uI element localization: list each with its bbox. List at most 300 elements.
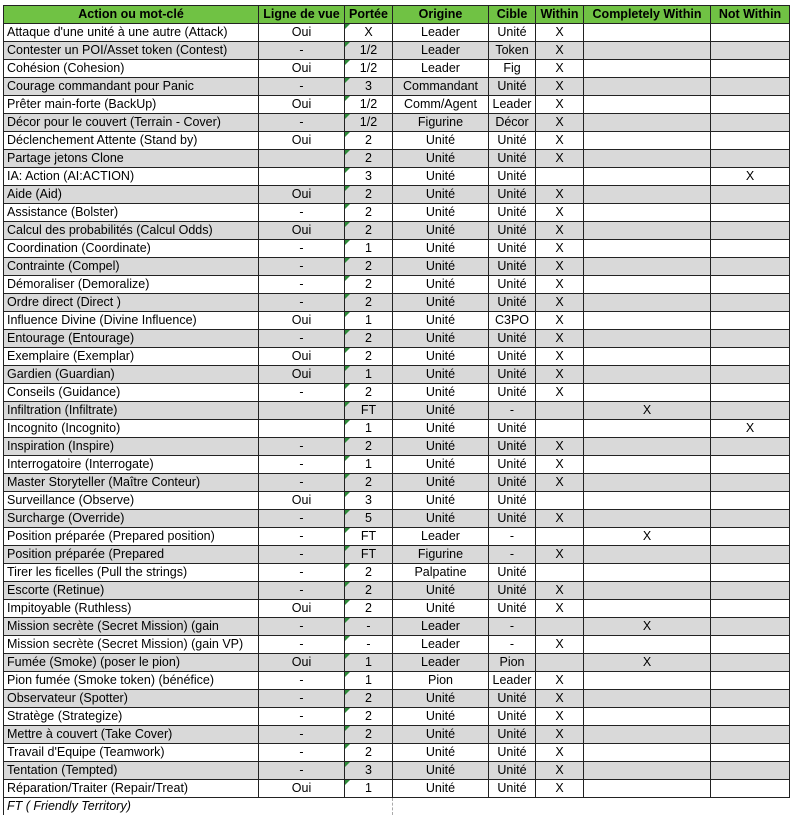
- cell-within[interactable]: X: [536, 312, 584, 330]
- cell-origin[interactable]: Unité: [393, 690, 489, 708]
- cell-within[interactable]: X: [536, 330, 584, 348]
- cell-line-of-sight[interactable]: Oui: [259, 24, 345, 42]
- cell-line-of-sight[interactable]: -: [259, 438, 345, 456]
- cell-action[interactable]: Incognito (Incognito): [4, 420, 259, 438]
- cell-target[interactable]: Unité: [489, 24, 536, 42]
- cell-action[interactable]: Pion fumée (Smoke token) (bénéfice): [4, 672, 259, 690]
- cell-within[interactable]: X: [536, 132, 584, 150]
- cell-target[interactable]: -: [489, 528, 536, 546]
- cell-target[interactable]: -: [489, 546, 536, 564]
- cell-action[interactable]: Exemplaire (Exemplar): [4, 348, 259, 366]
- cell-range[interactable]: [345, 726, 393, 744]
- cell-not-within[interactable]: [711, 330, 790, 348]
- cell-completely-within[interactable]: [584, 438, 711, 456]
- cell-action[interactable]: Inspiration (Inspire): [4, 438, 259, 456]
- cell-origin[interactable]: Commandant: [393, 78, 489, 96]
- cell-action[interactable]: Stratège (Strategize): [4, 708, 259, 726]
- cell-completely-within[interactable]: X: [584, 654, 711, 672]
- cell-within[interactable]: X: [536, 96, 584, 114]
- cell-line-of-sight[interactable]: -: [259, 384, 345, 402]
- cell-line-of-sight[interactable]: [259, 150, 345, 168]
- cell-range[interactable]: [345, 312, 393, 330]
- cell-within[interactable]: [536, 402, 584, 420]
- cell-within[interactable]: [536, 492, 584, 510]
- cell-within[interactable]: X: [536, 186, 584, 204]
- cell-range[interactable]: [345, 240, 393, 258]
- cell-action[interactable]: Observateur (Spotter): [4, 690, 259, 708]
- cell-target[interactable]: -: [489, 618, 536, 636]
- cell-range[interactable]: [345, 654, 393, 672]
- cell-origin[interactable]: Unité: [393, 474, 489, 492]
- cell-target[interactable]: Unité: [489, 780, 536, 798]
- cell-target[interactable]: Unité: [489, 762, 536, 780]
- cell-range[interactable]: [345, 582, 393, 600]
- cell-target[interactable]: Unité: [489, 438, 536, 456]
- cell-action[interactable]: Mission secrète (Secret Mission) (gain VP): [4, 636, 259, 654]
- cell-not-within[interactable]: [711, 312, 790, 330]
- cell-not-within[interactable]: [711, 582, 790, 600]
- cell-range[interactable]: [345, 204, 393, 222]
- cell-completely-within[interactable]: [584, 564, 711, 582]
- cell-not-within[interactable]: [711, 708, 790, 726]
- cell-origin[interactable]: Leader: [393, 528, 489, 546]
- cell-origin[interactable]: Unité: [393, 762, 489, 780]
- cell-range[interactable]: [345, 438, 393, 456]
- cell-completely-within[interactable]: [584, 96, 711, 114]
- cell-completely-within[interactable]: X: [584, 528, 711, 546]
- cell-origin[interactable]: Figurine: [393, 546, 489, 564]
- cell-target[interactable]: Unité: [489, 744, 536, 762]
- cell-target[interactable]: Unité: [489, 726, 536, 744]
- cell-origin[interactable]: Unité: [393, 456, 489, 474]
- cell-line-of-sight[interactable]: [259, 168, 345, 186]
- cell-within[interactable]: X: [536, 546, 584, 564]
- cell-completely-within[interactable]: [584, 186, 711, 204]
- cell-target[interactable]: Unité: [489, 564, 536, 582]
- cell-action[interactable]: Démoraliser (Demoralize): [4, 276, 259, 294]
- cell-range[interactable]: [345, 384, 393, 402]
- cell-range[interactable]: [345, 528, 393, 546]
- cell-not-within[interactable]: X: [711, 168, 790, 186]
- cell-target[interactable]: Unité: [489, 366, 536, 384]
- cell-completely-within[interactable]: [584, 492, 711, 510]
- cell-within[interactable]: [536, 168, 584, 186]
- cell-origin[interactable]: Unité: [393, 222, 489, 240]
- cell-origin[interactable]: Leader: [393, 618, 489, 636]
- cell-target[interactable]: Décor: [489, 114, 536, 132]
- cell-not-within[interactable]: [711, 672, 790, 690]
- cell-action[interactable]: Position préparée (Prepared position): [4, 528, 259, 546]
- cell-target[interactable]: Unité: [489, 78, 536, 96]
- cell-target[interactable]: Unité: [489, 384, 536, 402]
- cell-within[interactable]: X: [536, 384, 584, 402]
- cell-origin[interactable]: Unité: [393, 366, 489, 384]
- cell-range[interactable]: [345, 42, 393, 60]
- cell-origin[interactable]: Comm/Agent: [393, 96, 489, 114]
- cell-line-of-sight[interactable]: Oui: [259, 492, 345, 510]
- cell-origin[interactable]: Unité: [393, 330, 489, 348]
- cell-action[interactable]: Travail d'Equipe (Teamwork): [4, 744, 259, 762]
- cell-target[interactable]: Leader: [489, 672, 536, 690]
- cell-range[interactable]: [345, 564, 393, 582]
- cell-origin[interactable]: Palpatine: [393, 564, 489, 582]
- cell-target[interactable]: -: [489, 636, 536, 654]
- cell-within[interactable]: [536, 564, 584, 582]
- cell-target[interactable]: C3PO: [489, 312, 536, 330]
- cell-completely-within[interactable]: [584, 258, 711, 276]
- cell-within[interactable]: [536, 618, 584, 636]
- cell-line-of-sight[interactable]: -: [259, 456, 345, 474]
- cell-range[interactable]: [345, 60, 393, 78]
- cell-target[interactable]: Unité: [489, 348, 536, 366]
- cell-line-of-sight[interactable]: -: [259, 294, 345, 312]
- cell-action[interactable]: Infiltration (Infiltrate): [4, 402, 259, 420]
- cell-range[interactable]: [345, 546, 393, 564]
- cell-completely-within[interactable]: [584, 672, 711, 690]
- cell-action[interactable]: Surcharge (Override): [4, 510, 259, 528]
- cell-range[interactable]: [345, 348, 393, 366]
- cell-within[interactable]: X: [536, 114, 584, 132]
- cell-origin[interactable]: Unité: [393, 150, 489, 168]
- cell-action[interactable]: Prêter main-forte (BackUp): [4, 96, 259, 114]
- cell-line-of-sight[interactable]: -: [259, 510, 345, 528]
- cell-target[interactable]: Unité: [489, 222, 536, 240]
- cell-range[interactable]: [345, 96, 393, 114]
- cell-within[interactable]: X: [536, 150, 584, 168]
- cell-not-within[interactable]: [711, 78, 790, 96]
- cell-origin[interactable]: Unité: [393, 384, 489, 402]
- cell-range[interactable]: [345, 780, 393, 798]
- cell-not-within[interactable]: [711, 690, 790, 708]
- cell-target[interactable]: Unité: [489, 186, 536, 204]
- cell-target[interactable]: Unité: [489, 474, 536, 492]
- cell-action[interactable]: Calcul des probabilités (Calcul Odds): [4, 222, 259, 240]
- cell-action[interactable]: Réparation/Traiter (Repair/Treat): [4, 780, 259, 798]
- cell-origin[interactable]: Unité: [393, 312, 489, 330]
- cell-not-within[interactable]: [711, 114, 790, 132]
- cell-not-within[interactable]: [711, 726, 790, 744]
- cell-origin[interactable]: Unité: [393, 402, 489, 420]
- cell-action[interactable]: Attaque d'une unité à une autre (Attack): [4, 24, 259, 42]
- cell-range[interactable]: [345, 762, 393, 780]
- cell-action[interactable]: Ordre direct (Direct ): [4, 294, 259, 312]
- cell-within[interactable]: X: [536, 204, 584, 222]
- cell-within[interactable]: X: [536, 762, 584, 780]
- cell-line-of-sight[interactable]: Oui: [259, 348, 345, 366]
- cell-range[interactable]: [345, 708, 393, 726]
- cell-target[interactable]: -: [489, 402, 536, 420]
- cell-not-within[interactable]: [711, 510, 790, 528]
- cell-range[interactable]: [345, 132, 393, 150]
- cell-not-within[interactable]: [711, 636, 790, 654]
- cell-not-within[interactable]: [711, 348, 790, 366]
- cell-range[interactable]: [345, 744, 393, 762]
- cell-not-within[interactable]: [711, 294, 790, 312]
- cell-range[interactable]: [345, 168, 393, 186]
- cell-not-within[interactable]: [711, 204, 790, 222]
- cell-within[interactable]: X: [536, 726, 584, 744]
- cell-completely-within[interactable]: [584, 132, 711, 150]
- cell-completely-within[interactable]: [584, 60, 711, 78]
- cell-line-of-sight[interactable]: -: [259, 618, 345, 636]
- cell-line-of-sight[interactable]: -: [259, 528, 345, 546]
- cell-completely-within[interactable]: [584, 762, 711, 780]
- cell-line-of-sight[interactable]: -: [259, 726, 345, 744]
- cell-line-of-sight[interactable]: -: [259, 330, 345, 348]
- cell-action[interactable]: Interrogatoire (Interrogate): [4, 456, 259, 474]
- cell-origin[interactable]: Unité: [393, 420, 489, 438]
- cell-range[interactable]: [345, 456, 393, 474]
- cell-line-of-sight[interactable]: Oui: [259, 96, 345, 114]
- cell-completely-within[interactable]: [584, 456, 711, 474]
- cell-not-within[interactable]: [711, 132, 790, 150]
- cell-within[interactable]: X: [536, 258, 584, 276]
- cell-completely-within[interactable]: [584, 690, 711, 708]
- cell-line-of-sight[interactable]: -: [259, 42, 345, 60]
- cell-origin[interactable]: Unité: [393, 168, 489, 186]
- cell-not-within[interactable]: [711, 546, 790, 564]
- cell-completely-within[interactable]: [584, 384, 711, 402]
- cell-line-of-sight[interactable]: Oui: [259, 186, 345, 204]
- cell-target[interactable]: Unité: [489, 330, 536, 348]
- cell-target[interactable]: Unité: [489, 294, 536, 312]
- cell-target[interactable]: Fig: [489, 60, 536, 78]
- cell-origin[interactable]: Figurine: [393, 114, 489, 132]
- cell-not-within[interactable]: [711, 456, 790, 474]
- cell-origin[interactable]: Unité: [393, 258, 489, 276]
- cell-origin[interactable]: Unité: [393, 492, 489, 510]
- cell-target[interactable]: Unité: [489, 582, 536, 600]
- cell-origin[interactable]: Unité: [393, 708, 489, 726]
- cell-action[interactable]: Position préparée (Prepared: [4, 546, 259, 564]
- cell-target[interactable]: Unité: [489, 132, 536, 150]
- cell-within[interactable]: X: [536, 366, 584, 384]
- cell-not-within[interactable]: [711, 186, 790, 204]
- cell-not-within[interactable]: [711, 492, 790, 510]
- cell-action[interactable]: Master Storyteller (Maître Conteur): [4, 474, 259, 492]
- cell-origin[interactable]: Unité: [393, 582, 489, 600]
- cell-within[interactable]: X: [536, 708, 584, 726]
- cell-action[interactable]: Conseils (Guidance): [4, 384, 259, 402]
- cell-origin[interactable]: Unité: [393, 204, 489, 222]
- cell-range[interactable]: [345, 690, 393, 708]
- cell-range[interactable]: [345, 294, 393, 312]
- cell-line-of-sight[interactable]: Oui: [259, 132, 345, 150]
- cell-not-within[interactable]: [711, 564, 790, 582]
- cell-completely-within[interactable]: X: [584, 618, 711, 636]
- cell-not-within[interactable]: [711, 366, 790, 384]
- cell-completely-within[interactable]: [584, 222, 711, 240]
- cell-completely-within[interactable]: [584, 204, 711, 222]
- cell-range[interactable]: [345, 402, 393, 420]
- cell-line-of-sight[interactable]: Oui: [259, 780, 345, 798]
- cell-not-within[interactable]: X: [711, 420, 790, 438]
- cell-within[interactable]: X: [536, 600, 584, 618]
- cell-line-of-sight[interactable]: [259, 420, 345, 438]
- cell-line-of-sight[interactable]: Oui: [259, 222, 345, 240]
- cell-action[interactable]: Déclenchement Attente (Stand by): [4, 132, 259, 150]
- cell-within[interactable]: X: [536, 456, 584, 474]
- cell-completely-within[interactable]: [584, 600, 711, 618]
- cell-completely-within[interactable]: X: [584, 402, 711, 420]
- cell-within[interactable]: X: [536, 42, 584, 60]
- cell-action[interactable]: Fumée (Smoke) (poser le pion): [4, 654, 259, 672]
- cell-line-of-sight[interactable]: -: [259, 474, 345, 492]
- cell-completely-within[interactable]: [584, 546, 711, 564]
- cell-completely-within[interactable]: [584, 636, 711, 654]
- cell-not-within[interactable]: [711, 744, 790, 762]
- cell-not-within[interactable]: [711, 240, 790, 258]
- cell-line-of-sight[interactable]: -: [259, 636, 345, 654]
- cell-not-within[interactable]: [711, 474, 790, 492]
- cell-target[interactable]: Pion: [489, 654, 536, 672]
- cell-not-within[interactable]: [711, 42, 790, 60]
- cell-within[interactable]: X: [536, 582, 584, 600]
- cell-range[interactable]: [345, 492, 393, 510]
- cell-not-within[interactable]: [711, 60, 790, 78]
- cell-line-of-sight[interactable]: Oui: [259, 312, 345, 330]
- cell-within[interactable]: X: [536, 294, 584, 312]
- cell-line-of-sight[interactable]: Oui: [259, 600, 345, 618]
- cell-not-within[interactable]: [711, 402, 790, 420]
- cell-action[interactable]: Entourage (Entourage): [4, 330, 259, 348]
- cell-line-of-sight[interactable]: -: [259, 708, 345, 726]
- cell-target[interactable]: Unité: [489, 204, 536, 222]
- cell-range[interactable]: [345, 420, 393, 438]
- cell-range[interactable]: [345, 672, 393, 690]
- cell-within[interactable]: X: [536, 474, 584, 492]
- cell-within[interactable]: X: [536, 60, 584, 78]
- cell-within[interactable]: X: [536, 24, 584, 42]
- cell-range[interactable]: [345, 78, 393, 96]
- cell-line-of-sight[interactable]: Oui: [259, 366, 345, 384]
- cell-action[interactable]: Contrainte (Compel): [4, 258, 259, 276]
- cell-completely-within[interactable]: [584, 708, 711, 726]
- cell-within[interactable]: X: [536, 510, 584, 528]
- cell-not-within[interactable]: [711, 150, 790, 168]
- cell-origin[interactable]: Unité: [393, 744, 489, 762]
- cell-target[interactable]: Unité: [489, 420, 536, 438]
- cell-target[interactable]: Unité: [489, 150, 536, 168]
- cell-within[interactable]: X: [536, 240, 584, 258]
- cell-completely-within[interactable]: [584, 312, 711, 330]
- cell-not-within[interactable]: [711, 384, 790, 402]
- cell-not-within[interactable]: [711, 654, 790, 672]
- cell-line-of-sight[interactable]: -: [259, 258, 345, 276]
- cell-completely-within[interactable]: [584, 510, 711, 528]
- cell-line-of-sight[interactable]: -: [259, 546, 345, 564]
- cell-not-within[interactable]: [711, 276, 790, 294]
- cell-target[interactable]: Unité: [489, 240, 536, 258]
- cell-target[interactable]: Token: [489, 42, 536, 60]
- cell-range[interactable]: [345, 186, 393, 204]
- cell-line-of-sight[interactable]: -: [259, 672, 345, 690]
- cell-target[interactable]: Unité: [489, 456, 536, 474]
- cell-action[interactable]: Tirer les ficelles (Pull the strings): [4, 564, 259, 582]
- cell-line-of-sight[interactable]: -: [259, 114, 345, 132]
- cell-range[interactable]: [345, 258, 393, 276]
- cell-not-within[interactable]: [711, 96, 790, 114]
- cell-origin[interactable]: Pion: [393, 672, 489, 690]
- cell-action[interactable]: Gardien (Guardian): [4, 366, 259, 384]
- cell-completely-within[interactable]: [584, 276, 711, 294]
- cell-completely-within[interactable]: [584, 78, 711, 96]
- cell-range[interactable]: [345, 276, 393, 294]
- cell-within[interactable]: X: [536, 348, 584, 366]
- cell-completely-within[interactable]: [584, 114, 711, 132]
- cell-completely-within[interactable]: [584, 780, 711, 798]
- cell-completely-within[interactable]: [584, 24, 711, 42]
- cell-not-within[interactable]: [711, 438, 790, 456]
- cell-completely-within[interactable]: [584, 150, 711, 168]
- cell-target[interactable]: Unité: [489, 168, 536, 186]
- cell-origin[interactable]: Leader: [393, 42, 489, 60]
- cell-range[interactable]: [345, 150, 393, 168]
- cell-not-within[interactable]: [711, 528, 790, 546]
- cell-origin[interactable]: Leader: [393, 24, 489, 42]
- cell-range[interactable]: [345, 330, 393, 348]
- cell-action[interactable]: Impitoyable (Ruthless): [4, 600, 259, 618]
- cell-action[interactable]: Mettre à couvert (Take Cover): [4, 726, 259, 744]
- cell-completely-within[interactable]: [584, 348, 711, 366]
- cell-target[interactable]: Unité: [489, 492, 536, 510]
- cell-origin[interactable]: Unité: [393, 276, 489, 294]
- cell-origin[interactable]: Unité: [393, 132, 489, 150]
- cell-completely-within[interactable]: [584, 168, 711, 186]
- cell-line-of-sight[interactable]: -: [259, 564, 345, 582]
- cell-origin[interactable]: Unité: [393, 438, 489, 456]
- cell-action[interactable]: Surveillance (Observe): [4, 492, 259, 510]
- cell-action[interactable]: IA: Action (AI:ACTION): [4, 168, 259, 186]
- cell-target[interactable]: Unité: [489, 708, 536, 726]
- cell-action[interactable]: Assistance (Bolster): [4, 204, 259, 222]
- cell-action[interactable]: Décor pour le couvert (Terrain - Cover): [4, 114, 259, 132]
- cell-action[interactable]: Courage commandant pour Panic: [4, 78, 259, 96]
- cell-within[interactable]: X: [536, 222, 584, 240]
- cell-origin[interactable]: Unité: [393, 510, 489, 528]
- cell-completely-within[interactable]: [584, 366, 711, 384]
- cell-completely-within[interactable]: [584, 240, 711, 258]
- cell-target[interactable]: Unité: [489, 510, 536, 528]
- cell-origin[interactable]: Unité: [393, 780, 489, 798]
- cell-within[interactable]: X: [536, 672, 584, 690]
- cell-completely-within[interactable]: [584, 420, 711, 438]
- cell-completely-within[interactable]: [584, 726, 711, 744]
- cell-action[interactable]: Mission secrète (Secret Mission) (gain: [4, 618, 259, 636]
- cell-target[interactable]: Leader: [489, 96, 536, 114]
- cell-range[interactable]: [345, 366, 393, 384]
- cell-line-of-sight[interactable]: Oui: [259, 60, 345, 78]
- cell-not-within[interactable]: [711, 618, 790, 636]
- cell-action[interactable]: Cohésion (Cohesion): [4, 60, 259, 78]
- cell-completely-within[interactable]: [584, 474, 711, 492]
- cell-not-within[interactable]: [711, 258, 790, 276]
- cell-within[interactable]: [536, 420, 584, 438]
- cell-not-within[interactable]: [711, 600, 790, 618]
- cell-within[interactable]: [536, 528, 584, 546]
- cell-not-within[interactable]: [711, 222, 790, 240]
- cell-completely-within[interactable]: [584, 744, 711, 762]
- cell-origin[interactable]: Leader: [393, 60, 489, 78]
- cell-within[interactable]: X: [536, 78, 584, 96]
- cell-within[interactable]: X: [536, 780, 584, 798]
- cell-line-of-sight[interactable]: -: [259, 276, 345, 294]
- cell-origin[interactable]: Unité: [393, 600, 489, 618]
- cell-action[interactable]: Aide (Aid): [4, 186, 259, 204]
- cell-line-of-sight[interactable]: -: [259, 762, 345, 780]
- cell-origin[interactable]: Leader: [393, 654, 489, 672]
- cell-origin[interactable]: Unité: [393, 240, 489, 258]
